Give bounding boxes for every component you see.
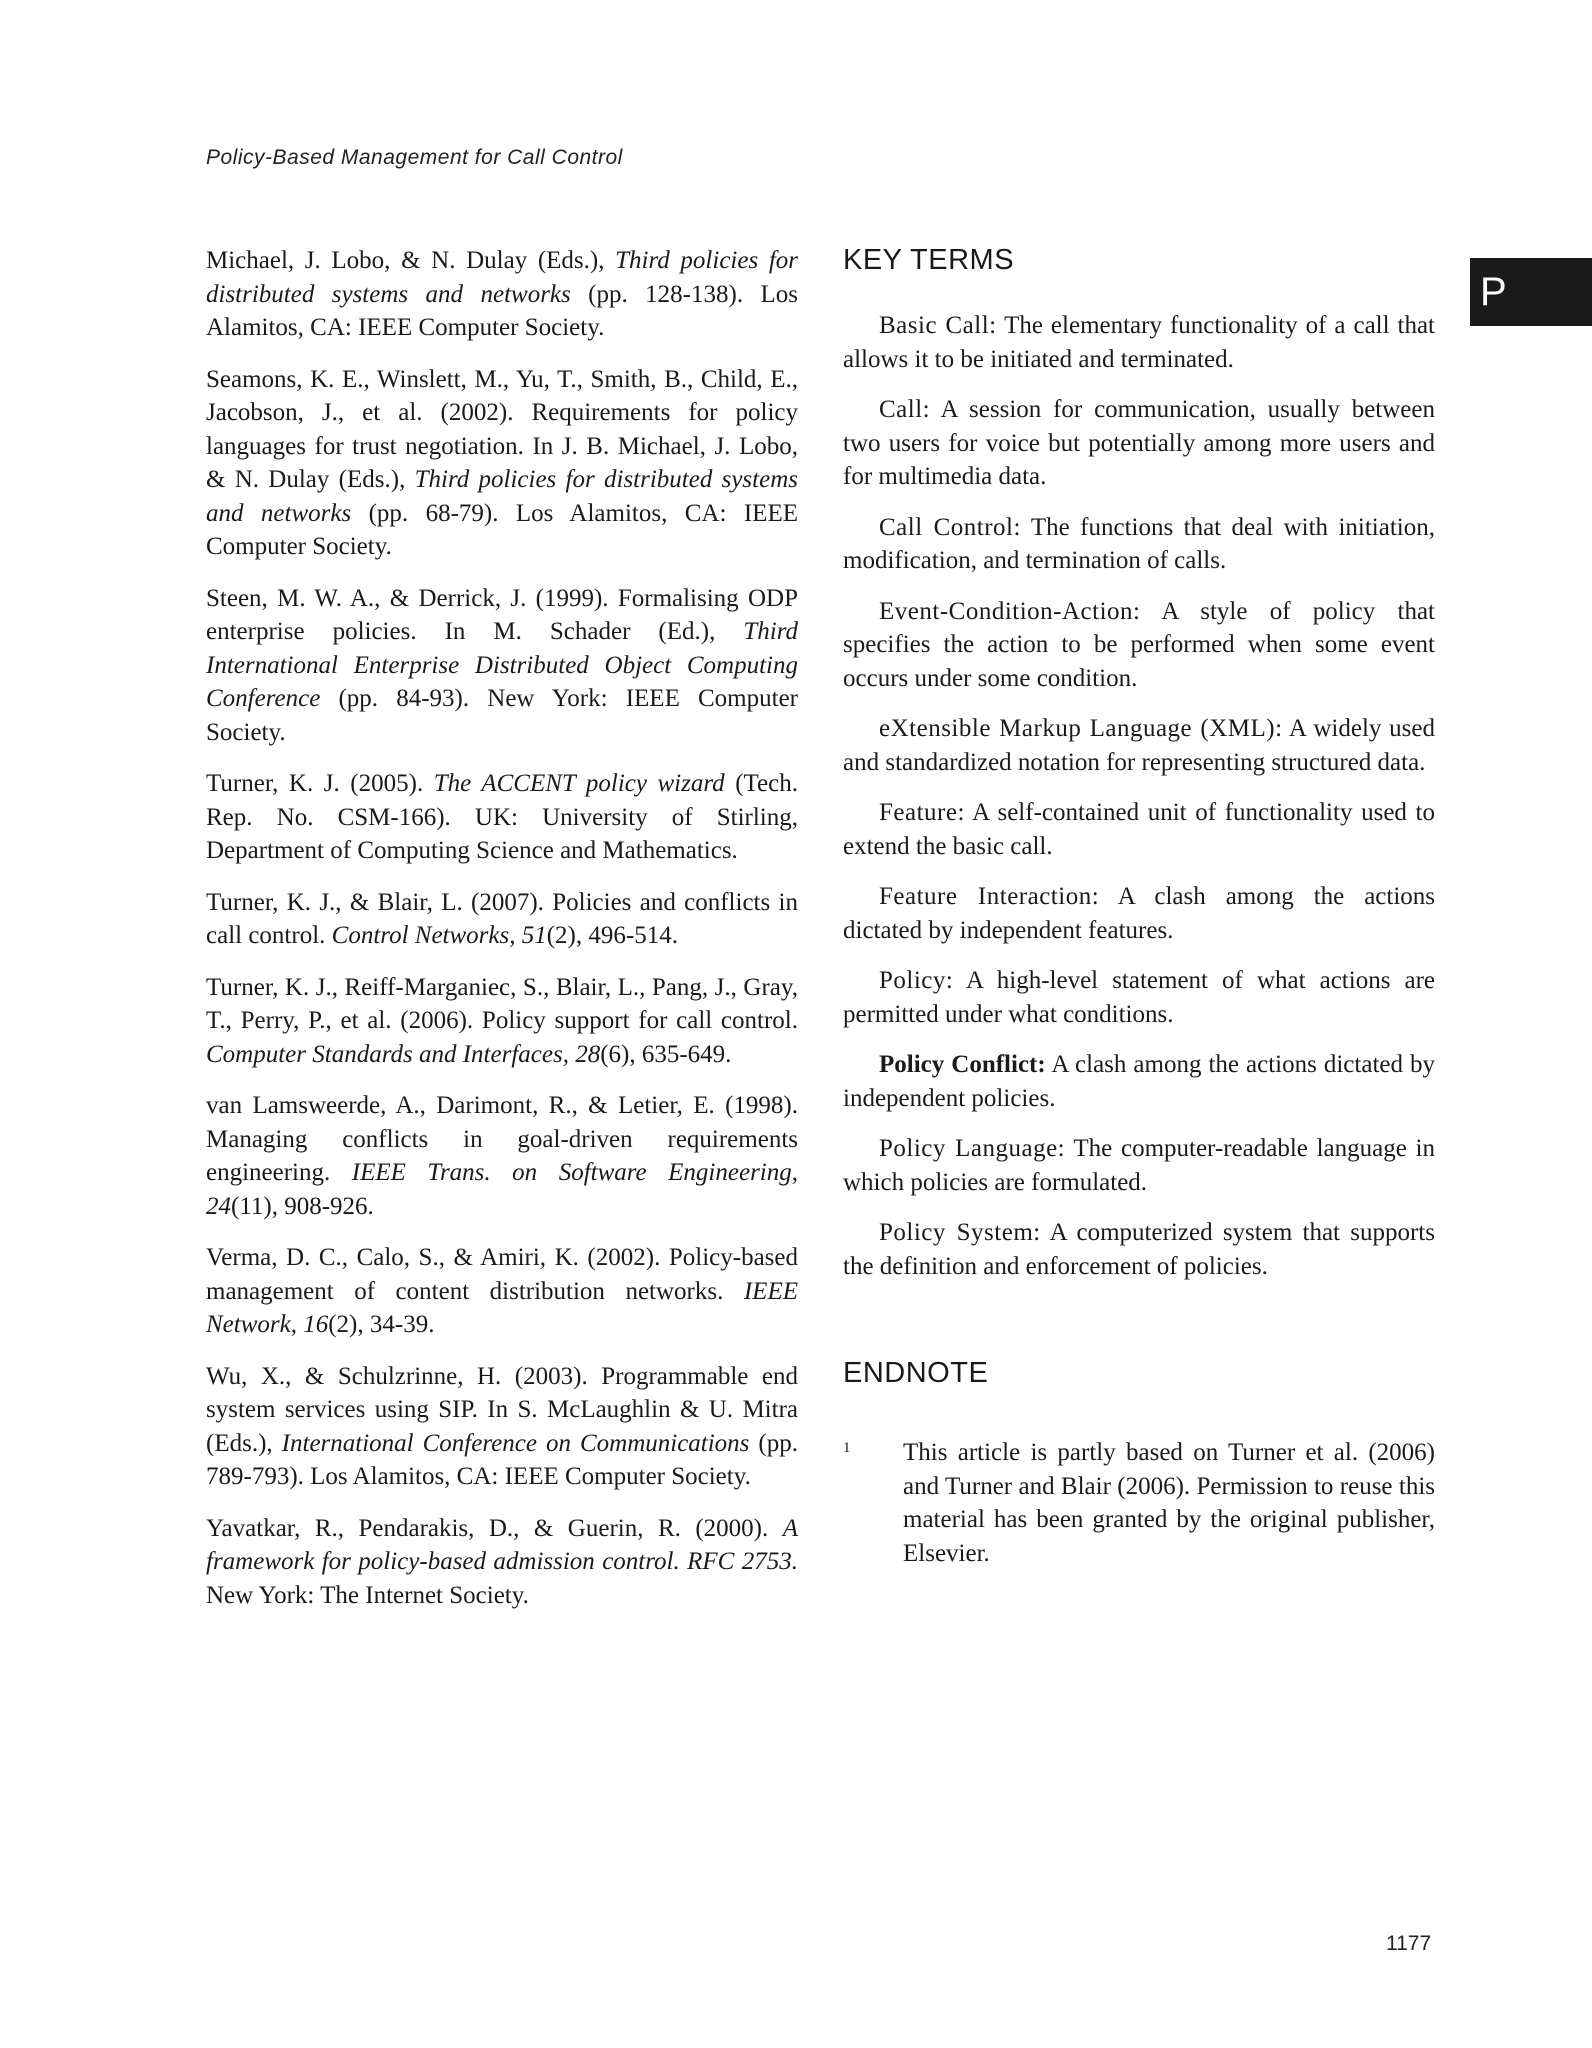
- reference-text: New York: The Internet Society.: [206, 1581, 529, 1609]
- key-term-definition: A widely used and standardized notation for representing structured data.: [843, 715, 1435, 776]
- reference-text: Turner, K. J. (2005).: [206, 770, 434, 797]
- reference-entry: [206, 1512, 798, 1613]
- key-term-definition: A clash among the actions dictated by independent features.: [843, 883, 1436, 944]
- reference-title: Third policies for distributed systems and networks: [206, 466, 798, 527]
- reference-text: Turner, K. J., & Blair, L. (2007). Policies and conflicts in call control.: [206, 888, 798, 949]
- key-term-entry: [843, 595, 1435, 696]
- section-tab-marker: P: [1470, 258, 1592, 326]
- key-term-entry: [843, 1132, 1435, 1199]
- reference-text: (11), 908-926.: [231, 1192, 374, 1220]
- reference-title: Computer Standards and Interfaces, 28: [206, 1040, 601, 1068]
- key-term-definition: A computerized system that supports the definition and enforcement of policies.: [843, 1219, 1435, 1280]
- reference-text: (6), 635-649.: [600, 1040, 732, 1068]
- key-term-name: Event-Condition-Action:: [879, 597, 1141, 625]
- reference-title: International Conference on Communications: [281, 1429, 750, 1457]
- key-term-entry: [843, 393, 1435, 494]
- reference-entry: [206, 971, 798, 1072]
- reference-text: Wu, X., & Schulzrinne, H. (2003). Programmable end system services using SIP. In S. McLaughlin & U. Mitra (Eds.),: [206, 1362, 798, 1457]
- reference-title: Third policies for distributed systems and networks: [206, 247, 799, 308]
- key-term-definition: A session for communication, usually between two users for voice but potentially among more users and for multimedia data.: [843, 396, 1435, 490]
- running-head: Policy-Based Management for Call Control: [206, 146, 623, 169]
- reference-text: (Tech. Rep. No. CSM-166). UK: University of Stirling, Department of Computing Science and Mathematics.: [206, 770, 798, 864]
- reference-text: Steen, M. W. A., & Derrick, J. (1999). Formalising ODP enterprise policies. In M. Schader (Ed.),: [206, 584, 798, 645]
- key-terms-heading: KEY TERMS: [843, 244, 1015, 276]
- reference-entry: [206, 1241, 798, 1342]
- key-term-name: Call:: [879, 396, 931, 423]
- key-term-name: Feature:: [879, 799, 965, 826]
- reference-entry: [206, 886, 798, 953]
- reference-entry: [206, 1360, 798, 1494]
- key-term-name: Basic Call:: [879, 312, 997, 339]
- reference-text: (pp. 68-79). Los Alamitos, CA: IEEE Computer Society.: [206, 499, 798, 560]
- reference-text: Turner, K. J., Reiff-Marganiec, S., Blair, L., Pang, J., Gray, T., Perry, P., et al. (2006). Policy support for call control.: [206, 973, 798, 1034]
- key-term-name: Policy System:: [879, 1219, 1041, 1246]
- endnote-heading: ENDNOTE: [843, 1357, 989, 1389]
- key-term-entry: [843, 880, 1435, 947]
- key-term-definition: The functions that deal with initiation, modification, and termination of calls.: [843, 513, 1435, 574]
- reference-title: Control Networks, 51: [331, 922, 547, 949]
- key-term-name: Feature Interaction:: [879, 883, 1100, 910]
- reference-text: Seamons, K. E., Winslett, M., Yu, T., Smith, B., Child, E., Jacobson, J., et al. (2002). Requirements for policy languages for trust negotiation. In J. B. Michael, J. Lobo, & N. Dulay (Eds.),: [206, 365, 798, 493]
- endnote-entry: [843, 1436, 1435, 1570]
- reference-title: A framework for policy-based admission control. RFC 2753.: [206, 1514, 798, 1575]
- reference-text: Verma, D. C., Calo, S., & Amiri, K. (2002). Policy-based management of content distribution networks.: [206, 1244, 798, 1305]
- key-term-definition: A self-contained unit of functionality used to extend the basic call.: [843, 799, 1435, 860]
- references-column: [206, 244, 798, 1630]
- endnote-text: This article is partly based on Turner et al. (2006) and Turner and Blair (2006). Permission to reuse this material has been granted by the original publisher, Elsevier.: [903, 1439, 1435, 1567]
- key-term-entry: [843, 712, 1435, 779]
- key-term-entry: [843, 309, 1435, 376]
- key-term-definition: A clash among the actions dictated by independent policies.: [843, 1051, 1435, 1112]
- key-term-entry: [843, 1216, 1435, 1283]
- key-term-entry: [843, 964, 1435, 1031]
- key-term-name: Policy:: [879, 967, 954, 994]
- key-term-name: eXtensible Markup Language (XML):: [879, 715, 1283, 742]
- key-term-definition: The computer-readable language in which policies are formulated.: [843, 1135, 1435, 1196]
- reference-entry: [206, 582, 798, 750]
- reference-entry: [206, 767, 798, 868]
- key-term-name: Policy Conflict:: [879, 1051, 1046, 1078]
- reference-title: The ACCENT policy wizard: [433, 770, 725, 797]
- reference-text: (pp. 128-138). Los Alamitos, CA: IEEE Computer Society.: [206, 280, 798, 341]
- reference-text: van Lamsweerde, A., Darimont, R., & Letier, E. (1998). Managing conflicts in goal-driven requirements engineering.: [206, 1092, 798, 1186]
- reference-text: (2), 496-514.: [546, 922, 678, 949]
- reference-text: (pp. 789-793). Los Alamitos, CA: IEEE Computer Society.: [206, 1429, 798, 1490]
- key-term-name: Call Control:: [879, 513, 1021, 541]
- key-term-entry: [843, 796, 1435, 863]
- key-term-name: Policy Language:: [879, 1135, 1066, 1162]
- reference-title: IEEE Network, 16: [206, 1277, 798, 1338]
- reference-title: Third International Enterprise Distributed Object Computing Conference: [206, 618, 798, 712]
- page-number: 1177: [1386, 1932, 1432, 1955]
- reference-title: IEEE Trans. on Software Engineering, 24: [206, 1159, 798, 1220]
- reference-text: Yavatkar, R., Pendarakis, D., & Guerin, R. (2000).: [206, 1514, 783, 1542]
- key-term-definition: A style of policy that specifies the action to be performed when some event occurs under some condition.: [843, 597, 1435, 692]
- reference-text: (2), 34-39.: [328, 1311, 435, 1338]
- reference-text: (pp. 84-93). New York: IEEE Computer Society.: [206, 685, 798, 746]
- key-term-definition: A high-level statement of what actions are permitted under what conditions.: [843, 967, 1435, 1028]
- key-term-definition: The elementary functionality of a call that allows it to be initiated and terminated.: [843, 312, 1435, 373]
- key-term-entry: [843, 1048, 1435, 1115]
- reference-entry: [206, 244, 798, 345]
- key-term-entry: [843, 511, 1435, 578]
- key-terms-column: [843, 244, 1435, 1570]
- endnote-marker: 1: [843, 1440, 851, 1456]
- reference-text: Michael, J. Lobo, & N. Dulay (Eds.),: [206, 247, 616, 274]
- reference-entry: [206, 1089, 798, 1223]
- reference-entry: [206, 363, 798, 564]
